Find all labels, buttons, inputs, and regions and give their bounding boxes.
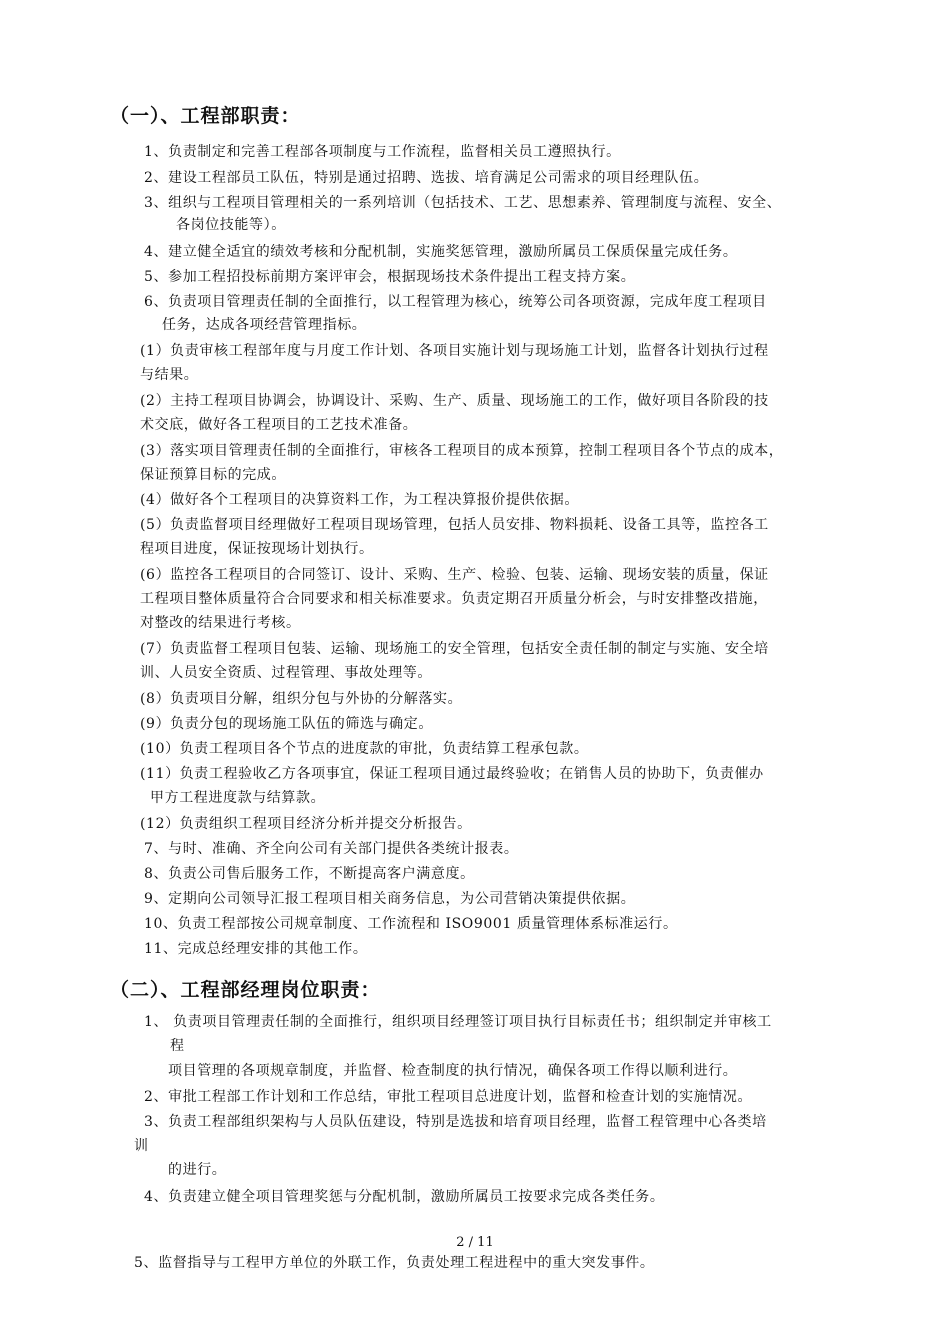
- list-item: 8、负责公司售后服务工作，不断提高客户满意度。: [144, 866, 475, 882]
- list-item: 7、与时、准确、齐全向公司有关部门提供各类统计报表。: [144, 841, 519, 857]
- list-item: 2、建设工程部员工队伍，特别是通过招聘、选拔、培育满足公司需求的项目经理队伍。: [144, 170, 709, 186]
- list-item: (6）监控各工程项目的合同签订、设计、采购、生产、检验、包装、运输、现场安装的质量，保证: [140, 567, 769, 583]
- list-item: 训: [134, 1138, 149, 1154]
- list-item: (5）负责监督项目经理做好工程项目现场管理，包括人员安排、物料损耗、设备工具等，监控各工: [140, 517, 769, 533]
- list-item: 保证预算目标的完成。: [140, 467, 286, 483]
- list-item: 5、监督指导与工程甲方单位的外联工作，负责处理工程进程中的重大突发事件。: [134, 1255, 655, 1271]
- list-item: (3）落实项目管理责任制的全面推行，审核各工程项目的成本预算，控制工程项目各个节点的成本，: [140, 443, 784, 459]
- list-item: (11）负责工程验收乙方各项事宜，保证工程项目通过最终验收；在销售人员的协助下，负责催办: [140, 766, 764, 782]
- list-item: 项目管理的各项规章制度，并监督、检查制度的执行情况，确保各项工作得以顺利进行。: [168, 1063, 738, 1079]
- list-item: 训、人员安全资质、过程管理、事故处理等。: [140, 665, 432, 681]
- list-item: 3、负责工程部组织架构与人员队伍建设，特别是选拔和培育项目经理，监督工程管理中心各类培: [144, 1114, 767, 1130]
- list-item: (2）主持工程项目协调会，协调设计、采购、生产、质量、现场施工的工作，做好项目各阶段的技: [140, 393, 769, 409]
- list-item: 9、定期向公司领导汇报工程项目相关商务信息，为公司营销决策提供依据。: [144, 891, 636, 907]
- list-item: 1、 负责项目管理责任制的全面推行，组织项目经理签订项目执行目标责任书；组织制定并审核工: [144, 1014, 772, 1030]
- section-heading-1: （一）、工程部职责：: [110, 105, 301, 127]
- page-number: 2 / 11: [456, 1235, 494, 1250]
- list-item: 2、审批工程部工作计划和工作总结，审批工程项目总进度计划，监督和检查计划的实施情况。: [144, 1089, 753, 1105]
- list-item: 与结果。: [140, 367, 199, 383]
- list-item: 4、建立健全适宜的绩效考核和分配机制，实施奖惩管理，激励所属员工保质保量完成任务。: [144, 244, 738, 260]
- list-item: 程项目进度，保证按现场计划执行。: [140, 541, 374, 557]
- list-item: 3、组织与工程项目管理相关的一系列培训（包括技术、工艺、思想素养、管理制度与流程、安全、: [144, 195, 782, 211]
- list-item: (1）负责审核工程部年度与月度工作计划、各项目实施计划与现场施工计划，监督各计划执行过程: [140, 343, 769, 359]
- list-item: 程: [170, 1038, 185, 1054]
- list-item: 1、负责制定和完善工程部各项制度与工作流程，监督相关员工遵照执行。: [144, 144, 621, 160]
- list-item: 甲方工程进度款与结算款。: [150, 790, 326, 806]
- list-item: 4、负责建立健全项目管理奖惩与分配机制，激励所属员工按要求完成各类任务。: [144, 1189, 665, 1205]
- list-item: (8）负责项目分解，组织分包与外协的分解落实。: [140, 691, 463, 707]
- list-item: 11、完成总经理安排的其他工作。: [144, 941, 368, 957]
- list-item: (4）做好各个工程项目的决算资料工作，为工程决算报价提供依据。: [140, 492, 579, 508]
- list-item: (10）负责工程项目各个节点的进度款的审批，负责结算工程承包款。: [140, 741, 589, 757]
- list-item: 的进行。: [168, 1162, 227, 1178]
- list-item: 5、参加工程招投标前期方案评审会，根据现场技术条件提出工程支持方案。: [144, 269, 636, 285]
- list-item: 各岗位技能等）。: [176, 217, 286, 233]
- list-item: 工程项目整体质量符合合同要求和相关标准要求。负责定期召开质量分析会，与时安排整改措施，: [140, 591, 768, 607]
- list-item: 术交底，做好各工程项目的工艺技术准备。: [140, 417, 418, 433]
- section-heading-2: （二）、工程部经理岗位职责：: [110, 979, 381, 1001]
- list-item: 对整改的结果进行考核。: [140, 615, 301, 631]
- list-item: (12）负责组织工程项目经济分析并提交分析报告。: [140, 816, 472, 832]
- list-item: (7）负责监督工程项目包装、运输、现场施工的安全管理，包括安全责任制的制定与实施、安全培: [140, 641, 769, 657]
- list-item: 任务，达成各项经营管理指标。: [162, 317, 367, 333]
- list-item: 6、负责项目管理责任制的全面推行，以工程管理为核心，统筹公司各项资源，完成年度工程项目: [144, 294, 767, 310]
- list-item: (9）负责分包的现场施工队伍的筛选与确定。: [140, 716, 433, 732]
- list-item: 10、负责工程部按公司规章制度、工作流程和 ISO9001 质量管理体系标准运行。: [144, 916, 678, 932]
